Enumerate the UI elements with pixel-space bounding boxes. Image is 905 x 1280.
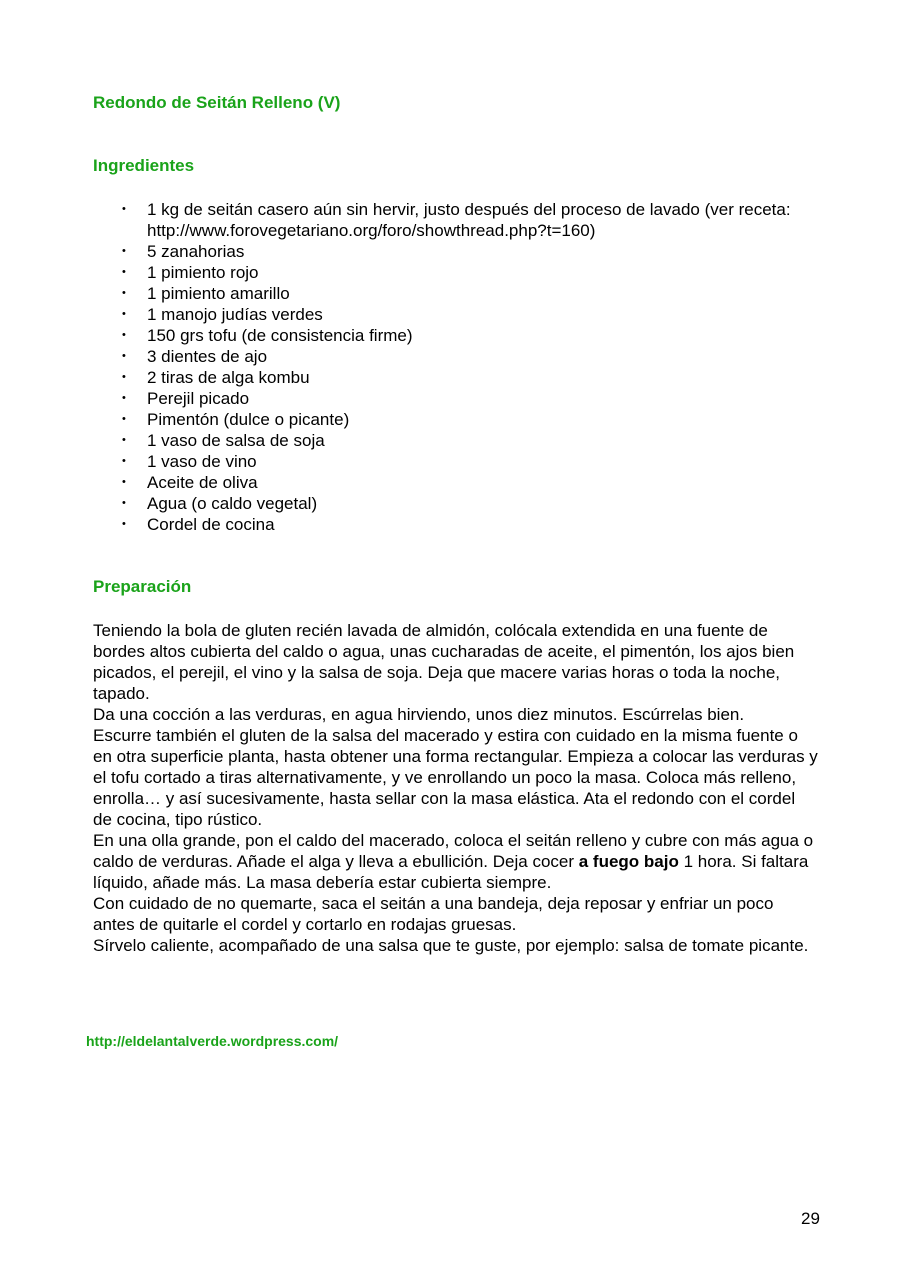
preparation-paragraph: Teniendo la bola de gluten recién lavada de almidón, colócala extendida en una fuente de bordes altos cubierta del caldo o agua, unas cucharadas de aceite, el pimentón, los ajos bien picados, el perejil, el vino y la salsa de soja. Deja que macere varias horas o toda la noche, tapado.	[93, 621, 795, 703]
ingredient-item: • 1 vaso de vino	[122, 451, 812, 472]
ingredient-item: • Aceite de oliva	[122, 472, 812, 493]
ingredient-item: • 3 dientes de ajo	[122, 346, 812, 367]
ingredient-item: • 1 manojo judías verdes	[122, 304, 812, 325]
emphasis-text: a fuego bajo	[578, 852, 679, 871]
ingredient-item: • 1 kg de seitán casero aún sin hervir, justo después del proceso de lavado (ver receta: http://www.forovegetariano.org/foro/showthread.php?t=160)	[122, 199, 812, 241]
ingredients-list	[122, 199, 812, 535]
preparation-text: 1 hora. Si faltara líquido, añade más. La masa debería estar cubierta siempre.	[93, 852, 809, 892]
recipe-title: Redondo de Seitán Relleno (V)	[93, 93, 341, 112]
ingredient-item: • 5 zanahorias	[122, 241, 812, 262]
ingredient-item: • 1 vaso de salsa de soja	[122, 430, 812, 451]
preparation-paragraph	[93, 830, 818, 893]
preparation-heading: Preparación	[93, 577, 192, 596]
ingredient-item: • Cordel de cocina	[122, 514, 812, 535]
preparation-body	[93, 620, 818, 956]
page-number: 29	[801, 1209, 820, 1228]
ingredient-item: • Agua (o caldo vegetal)	[122, 493, 812, 514]
preparation-paragraph: Con cuidado de no quemarte, saca el seitán a una bandeja, deja reposar y enfriar un poco antes de quitarle el cordel y cortarlo en rodajas gruesas.	[93, 894, 774, 934]
ingredients-heading: Ingredientes	[93, 156, 195, 175]
preparation-paragraph: Da una cocción a las verduras, en agua hirviendo, unos diez minutos. Escúrrelas bien.	[93, 705, 745, 724]
ingredient-item: • Perejil picado	[122, 388, 812, 409]
preparation-text: En una olla grande, pon el caldo del macerado, coloca el seitán relleno y cubre con más agua o caldo de verduras. Añade el alga y lleva a ebullición. Deja cocer	[93, 831, 814, 871]
source-link[interactable]: http://eldelantalverde.wordpress.com/	[86, 1033, 339, 1049]
preparation-paragraph: Sírvelo caliente, acompañado de una salsa que te guste, por ejemplo: salsa de tomate picante.	[93, 936, 809, 955]
preparation-paragraph: Escurre también el gluten de la salsa del macerado y estira con cuidado en la misma fuente o en otra superficie planta, hasta obtener una forma rectangular. Empieza a colocar las verduras y el tofu cortado a tiras alternativamente, y ve enrollando un poco la masa. Coloca más relleno, enrolla… y así sucesivamente, hasta sellar con la masa elástica. Ata el redondo con el cordel de cocina, tipo rústico.	[93, 726, 818, 829]
ingredient-item: • 2 tiras de alga kombu	[122, 367, 812, 388]
ingredient-item: • Pimentón (dulce o picante)	[122, 409, 812, 430]
ingredient-item: • 1 pimiento amarillo	[122, 283, 812, 304]
ingredient-item: • 150 grs tofu (de consistencia firme)	[122, 325, 812, 346]
ingredient-item: • 1 pimiento rojo	[122, 262, 812, 283]
